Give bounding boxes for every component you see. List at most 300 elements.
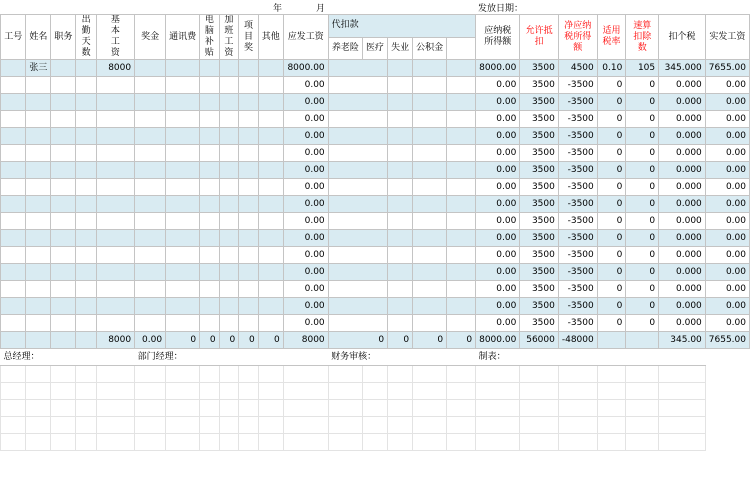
cell-pc[interactable]: [200, 162, 220, 179]
cell-project[interactable]: [239, 247, 259, 264]
empty-cell[interactable]: [447, 366, 476, 383]
cell-net-pay[interactable]: 0.00: [705, 196, 749, 213]
empty-cell[interactable]: [413, 417, 447, 434]
cell-allowance[interactable]: 3500: [520, 179, 559, 196]
cell-attendance[interactable]: [76, 94, 96, 111]
cell-other[interactable]: [258, 94, 283, 111]
cell-rate[interactable]: 0: [597, 247, 626, 264]
empty-cell[interactable]: [283, 400, 328, 417]
cell-allowance[interactable]: 3500: [520, 145, 559, 162]
cell-unemploy[interactable]: [413, 77, 447, 94]
cell-gross[interactable]: 8000.00: [283, 60, 328, 77]
cell-medical[interactable]: [388, 230, 413, 247]
cell-net-pay[interactable]: 0.00: [705, 213, 749, 230]
cell-allowance[interactable]: 3500: [520, 196, 559, 213]
cell-base[interactable]: [96, 77, 134, 94]
cell-fund[interactable]: [447, 77, 476, 94]
cell-comm[interactable]: [166, 128, 200, 145]
cell-gross[interactable]: 0.00: [283, 162, 328, 179]
empty-cell[interactable]: [659, 434, 706, 451]
cell-gross[interactable]: 0.00: [283, 315, 328, 332]
cell-other[interactable]: [258, 128, 283, 145]
cell-id[interactable]: [1, 60, 26, 77]
cell-attendance[interactable]: [76, 145, 96, 162]
cell-gross[interactable]: 0.00: [283, 111, 328, 128]
cell-other[interactable]: [258, 247, 283, 264]
cell-comm[interactable]: [166, 196, 200, 213]
cell-pension[interactable]: [328, 145, 387, 162]
cell-net-pay[interactable]: 0.00: [705, 111, 749, 128]
cell-rate[interactable]: 0: [597, 213, 626, 230]
cell-id[interactable]: [1, 315, 26, 332]
empty-cell[interactable]: [96, 434, 134, 451]
cell-other[interactable]: [258, 179, 283, 196]
empty-cell[interactable]: [520, 400, 559, 417]
cell-net-taxable[interactable]: -3500: [558, 264, 597, 281]
cell-attendance[interactable]: [76, 315, 96, 332]
cell-quick[interactable]: 0: [626, 145, 659, 162]
cell-comm[interactable]: [166, 213, 200, 230]
empty-cell[interactable]: [166, 417, 200, 434]
cell-position[interactable]: [51, 94, 76, 111]
cell-project[interactable]: [239, 298, 259, 315]
cell-pension[interactable]: [328, 247, 387, 264]
empty-cell[interactable]: [219, 400, 239, 417]
empty-cell[interactable]: [659, 417, 706, 434]
cell-fund[interactable]: [447, 128, 476, 145]
empty-cell[interactable]: [659, 400, 706, 417]
cell-medical[interactable]: [388, 128, 413, 145]
empty-cell[interactable]: [476, 383, 520, 400]
cell-name[interactable]: [26, 128, 51, 145]
cell-tax[interactable]: 0.000: [659, 315, 706, 332]
cell-medical[interactable]: [388, 162, 413, 179]
cell-overtime[interactable]: 0: [219, 332, 239, 349]
cell-project[interactable]: [239, 230, 259, 247]
cell-unemploy[interactable]: [413, 179, 447, 196]
cell-allowance[interactable]: 3500: [520, 315, 559, 332]
cell-position[interactable]: [51, 332, 76, 349]
cell-attendance[interactable]: [76, 230, 96, 247]
cell-taxable[interactable]: 0.00: [476, 179, 520, 196]
empty-cell[interactable]: [51, 400, 76, 417]
empty-cell[interactable]: [200, 400, 220, 417]
cell-unemploy[interactable]: [413, 111, 447, 128]
cell-name[interactable]: [26, 315, 51, 332]
cell-pc[interactable]: [200, 60, 220, 77]
cell-net-pay[interactable]: 7655.00: [705, 332, 749, 349]
empty-cell[interactable]: [1, 434, 26, 451]
empty-cell[interactable]: [476, 400, 520, 417]
cell-base[interactable]: [96, 247, 134, 264]
cell-medical[interactable]: [388, 77, 413, 94]
cell-base[interactable]: 8000: [96, 332, 134, 349]
empty-cell[interactable]: [239, 400, 259, 417]
cell-taxable[interactable]: 0.00: [476, 230, 520, 247]
cell-pc[interactable]: [200, 111, 220, 128]
cell-other[interactable]: [258, 145, 283, 162]
cell-id[interactable]: [1, 264, 26, 281]
cell-comm[interactable]: [166, 298, 200, 315]
cell-position[interactable]: [51, 264, 76, 281]
cell-pension[interactable]: [328, 213, 387, 230]
cell-fund[interactable]: [447, 94, 476, 111]
cell-name[interactable]: [26, 298, 51, 315]
cell-net-pay[interactable]: 0.00: [705, 145, 749, 162]
cell-base[interactable]: [96, 264, 134, 281]
cell-net-taxable[interactable]: -3500: [558, 111, 597, 128]
cell-overtime[interactable]: [219, 77, 239, 94]
cell-tax[interactable]: 0.000: [659, 145, 706, 162]
empty-cell[interactable]: [166, 434, 200, 451]
empty-cell[interactable]: [200, 366, 220, 383]
empty-cell[interactable]: [166, 383, 200, 400]
cell-pension[interactable]: [328, 94, 387, 111]
cell-project[interactable]: [239, 111, 259, 128]
cell-attendance[interactable]: [76, 281, 96, 298]
cell-overtime[interactable]: [219, 281, 239, 298]
cell-id[interactable]: [1, 179, 26, 196]
empty-cell[interactable]: [520, 383, 559, 400]
empty-cell[interactable]: [597, 366, 626, 383]
cell-bonus[interactable]: [135, 281, 166, 298]
cell-bonus[interactable]: [135, 94, 166, 111]
cell-attendance[interactable]: [76, 77, 96, 94]
cell-pension[interactable]: [328, 111, 387, 128]
cell-fund[interactable]: [447, 264, 476, 281]
cell-pc[interactable]: [200, 179, 220, 196]
empty-cell[interactable]: [219, 366, 239, 383]
cell-pension[interactable]: [328, 196, 387, 213]
cell-allowance[interactable]: 3500: [520, 298, 559, 315]
cell-attendance[interactable]: [76, 162, 96, 179]
cell-net-pay[interactable]: 0.00: [705, 179, 749, 196]
cell-taxable[interactable]: 0.00: [476, 77, 520, 94]
empty-cell[interactable]: [363, 366, 388, 383]
cell-medical[interactable]: [388, 213, 413, 230]
cell-fund[interactable]: [447, 281, 476, 298]
cell-taxable[interactable]: 8000.00: [476, 332, 520, 349]
cell-bonus[interactable]: 0.00: [135, 332, 166, 349]
empty-cell[interactable]: [476, 366, 520, 383]
cell-base[interactable]: [96, 315, 134, 332]
cell-pension[interactable]: [328, 298, 387, 315]
empty-cell[interactable]: [328, 417, 362, 434]
cell-rate[interactable]: 0: [597, 179, 626, 196]
cell-name[interactable]: [26, 247, 51, 264]
cell-tax[interactable]: 0.000: [659, 77, 706, 94]
cell-position[interactable]: [51, 315, 76, 332]
cell-name[interactable]: [26, 196, 51, 213]
empty-cell[interactable]: [26, 366, 51, 383]
cell-overtime[interactable]: [219, 128, 239, 145]
cell-name[interactable]: [26, 213, 51, 230]
cell-pc[interactable]: [200, 94, 220, 111]
cell-quick[interactable]: 0: [626, 162, 659, 179]
cell-gross[interactable]: 0.00: [283, 247, 328, 264]
cell-comm[interactable]: [166, 145, 200, 162]
cell-pc[interactable]: [200, 213, 220, 230]
cell-project[interactable]: [239, 145, 259, 162]
cell-medical[interactable]: [388, 298, 413, 315]
cell-net-pay[interactable]: 0.00: [705, 128, 749, 145]
cell-comm[interactable]: [166, 162, 200, 179]
cell-id[interactable]: [1, 298, 26, 315]
cell-fund[interactable]: [447, 247, 476, 264]
cell-overtime[interactable]: [219, 111, 239, 128]
cell-taxable[interactable]: 0.00: [476, 145, 520, 162]
cell-fund[interactable]: [447, 298, 476, 315]
cell-net-taxable[interactable]: -3500: [558, 94, 597, 111]
empty-cell[interactable]: [283, 366, 328, 383]
cell-fund[interactable]: 0: [447, 332, 476, 349]
cell-net-pay[interactable]: 7655.00: [705, 60, 749, 77]
cell-tax[interactable]: 345.00: [659, 332, 706, 349]
cell-net-pay[interactable]: 0.00: [705, 281, 749, 298]
empty-cell[interactable]: [447, 434, 476, 451]
empty-cell[interactable]: [659, 383, 706, 400]
cell-quick[interactable]: [626, 332, 659, 349]
empty-cell[interactable]: [51, 417, 76, 434]
cell-attendance[interactable]: [76, 128, 96, 145]
cell-rate[interactable]: 0: [597, 230, 626, 247]
empty-cell[interactable]: [135, 400, 166, 417]
cell-medical[interactable]: [388, 247, 413, 264]
cell-net-taxable[interactable]: -3500: [558, 247, 597, 264]
cell-pension[interactable]: [328, 264, 387, 281]
empty-cell[interactable]: [76, 417, 96, 434]
cell-name[interactable]: [26, 281, 51, 298]
cell-id[interactable]: [1, 230, 26, 247]
cell-id[interactable]: [1, 111, 26, 128]
empty-cell[interactable]: [76, 383, 96, 400]
cell-rate[interactable]: 0: [597, 94, 626, 111]
cell-medical[interactable]: [388, 315, 413, 332]
cell-net-taxable[interactable]: -3500: [558, 196, 597, 213]
empty-cell[interactable]: [258, 400, 283, 417]
cell-net-taxable[interactable]: -3500: [558, 315, 597, 332]
cell-comm[interactable]: [166, 111, 200, 128]
empty-cell[interactable]: [597, 400, 626, 417]
cell-comm[interactable]: [166, 77, 200, 94]
cell-comm[interactable]: [166, 230, 200, 247]
cell-position[interactable]: [51, 179, 76, 196]
empty-cell[interactable]: [1, 417, 26, 434]
cell-id[interactable]: [1, 281, 26, 298]
cell-taxable[interactable]: 8000.00: [476, 60, 520, 77]
cell-bonus[interactable]: [135, 111, 166, 128]
cell-comm[interactable]: [166, 281, 200, 298]
cell-base[interactable]: [96, 94, 134, 111]
cell-other[interactable]: [258, 213, 283, 230]
cell-name[interactable]: 张三: [26, 60, 51, 77]
cell-gross[interactable]: 0.00: [283, 264, 328, 281]
cell-net-pay[interactable]: 0.00: [705, 162, 749, 179]
cell-tax[interactable]: 0.000: [659, 196, 706, 213]
cell-comm[interactable]: [166, 247, 200, 264]
cell-pension[interactable]: [328, 179, 387, 196]
cell-net-pay[interactable]: 0.00: [705, 94, 749, 111]
empty-cell[interactable]: [447, 400, 476, 417]
cell-fund[interactable]: [447, 60, 476, 77]
cell-other[interactable]: [258, 230, 283, 247]
cell-fund[interactable]: [447, 196, 476, 213]
cell-net-taxable[interactable]: -48000: [558, 332, 597, 349]
cell-comm[interactable]: [166, 315, 200, 332]
cell-attendance[interactable]: [76, 298, 96, 315]
cell-base[interactable]: [96, 111, 134, 128]
cell-net-taxable[interactable]: -3500: [558, 213, 597, 230]
cell-allowance[interactable]: 3500: [520, 281, 559, 298]
cell-rate[interactable]: 0: [597, 298, 626, 315]
cell-taxable[interactable]: 0.00: [476, 264, 520, 281]
cell-net-taxable[interactable]: -3500: [558, 298, 597, 315]
cell-attendance[interactable]: [76, 60, 96, 77]
empty-cell[interactable]: [96, 417, 134, 434]
cell-project[interactable]: [239, 128, 259, 145]
empty-cell[interactable]: [413, 383, 447, 400]
cell-attendance[interactable]: [76, 332, 96, 349]
cell-name[interactable]: [26, 111, 51, 128]
cell-bonus[interactable]: [135, 196, 166, 213]
cell-bonus[interactable]: [135, 230, 166, 247]
cell-tax[interactable]: 0.000: [659, 162, 706, 179]
cell-position[interactable]: [51, 213, 76, 230]
cell-overtime[interactable]: [219, 315, 239, 332]
cell-taxable[interactable]: 0.00: [476, 94, 520, 111]
cell-attendance[interactable]: [76, 247, 96, 264]
cell-rate[interactable]: 0: [597, 281, 626, 298]
cell-net-taxable[interactable]: -3500: [558, 179, 597, 196]
cell-bonus[interactable]: [135, 162, 166, 179]
cell-position[interactable]: [51, 281, 76, 298]
cell-other[interactable]: [258, 111, 283, 128]
cell-net-taxable[interactable]: -3500: [558, 281, 597, 298]
empty-cell[interactable]: [520, 434, 559, 451]
empty-cell[interactable]: [626, 434, 659, 451]
cell-unemploy[interactable]: 0: [413, 332, 447, 349]
cell-unemploy[interactable]: [413, 230, 447, 247]
cell-unemploy[interactable]: [413, 264, 447, 281]
cell-attendance[interactable]: [76, 264, 96, 281]
cell-gross[interactable]: 0.00: [283, 213, 328, 230]
cell-tax[interactable]: 0.000: [659, 281, 706, 298]
cell-gross[interactable]: 0.00: [283, 281, 328, 298]
cell-pc[interactable]: [200, 264, 220, 281]
cell-name[interactable]: [26, 332, 51, 349]
empty-cell[interactable]: [520, 417, 559, 434]
cell-allowance[interactable]: 3500: [520, 77, 559, 94]
cell-allowance[interactable]: 3500: [520, 247, 559, 264]
cell-unemploy[interactable]: [413, 213, 447, 230]
cell-attendance[interactable]: [76, 179, 96, 196]
cell-pc[interactable]: [200, 196, 220, 213]
empty-cell[interactable]: [1, 366, 26, 383]
cell-quick[interactable]: 0: [626, 196, 659, 213]
cell-pension[interactable]: [328, 230, 387, 247]
cell-allowance[interactable]: 56000: [520, 332, 559, 349]
empty-cell[interactable]: [476, 417, 520, 434]
cell-fund[interactable]: [447, 111, 476, 128]
cell-unemploy[interactable]: [413, 247, 447, 264]
cell-id[interactable]: [1, 213, 26, 230]
cell-bonus[interactable]: [135, 213, 166, 230]
cell-allowance[interactable]: 3500: [520, 162, 559, 179]
cell-medical[interactable]: [388, 196, 413, 213]
cell-taxable[interactable]: 0.00: [476, 315, 520, 332]
cell-position[interactable]: [51, 162, 76, 179]
empty-cell[interactable]: [26, 417, 51, 434]
cell-position[interactable]: [51, 111, 76, 128]
cell-quick[interactable]: 0: [626, 128, 659, 145]
cell-tax[interactable]: 0.000: [659, 247, 706, 264]
cell-project[interactable]: [239, 281, 259, 298]
empty-cell[interactable]: [558, 417, 597, 434]
cell-pension[interactable]: 0: [328, 332, 387, 349]
cell-net-taxable[interactable]: -3500: [558, 128, 597, 145]
cell-rate[interactable]: 0: [597, 315, 626, 332]
cell-overtime[interactable]: [219, 60, 239, 77]
cell-base[interactable]: [96, 128, 134, 145]
cell-pc[interactable]: [200, 230, 220, 247]
cell-pension[interactable]: [328, 281, 387, 298]
empty-cell[interactable]: [597, 434, 626, 451]
cell-taxable[interactable]: 0.00: [476, 128, 520, 145]
cell-rate[interactable]: 0: [597, 145, 626, 162]
cell-project[interactable]: [239, 196, 259, 213]
cell-net-taxable[interactable]: -3500: [558, 162, 597, 179]
cell-position[interactable]: [51, 60, 76, 77]
cell-pc[interactable]: [200, 281, 220, 298]
cell-position[interactable]: [51, 128, 76, 145]
empty-cell[interactable]: [26, 434, 51, 451]
cell-taxable[interactable]: 0.00: [476, 213, 520, 230]
cell-medical[interactable]: 0: [388, 332, 413, 349]
cell-bonus[interactable]: [135, 128, 166, 145]
cell-medical[interactable]: [388, 264, 413, 281]
cell-gross[interactable]: 0.00: [283, 196, 328, 213]
cell-bonus[interactable]: [135, 247, 166, 264]
cell-id[interactable]: [1, 162, 26, 179]
cell-other[interactable]: [258, 315, 283, 332]
cell-name[interactable]: [26, 179, 51, 196]
cell-medical[interactable]: [388, 111, 413, 128]
cell-net-pay[interactable]: 0.00: [705, 264, 749, 281]
cell-id[interactable]: [1, 77, 26, 94]
cell-tax[interactable]: 0.000: [659, 94, 706, 111]
cell-net-pay[interactable]: 0.00: [705, 315, 749, 332]
empty-cell[interactable]: [1, 383, 26, 400]
cell-other[interactable]: [258, 196, 283, 213]
cell-base[interactable]: [96, 179, 134, 196]
empty-cell[interactable]: [558, 434, 597, 451]
empty-cell[interactable]: [388, 366, 413, 383]
cell-allowance[interactable]: 3500: [520, 94, 559, 111]
cell-overtime[interactable]: [219, 179, 239, 196]
empty-cell[interactable]: [239, 434, 259, 451]
cell-pension[interactable]: [328, 162, 387, 179]
cell-project[interactable]: [239, 162, 259, 179]
cell-quick[interactable]: 0: [626, 281, 659, 298]
cell-other[interactable]: [258, 281, 283, 298]
cell-base[interactable]: [96, 145, 134, 162]
cell-bonus[interactable]: [135, 60, 166, 77]
empty-cell[interactable]: [388, 400, 413, 417]
cell-base[interactable]: [96, 196, 134, 213]
empty-cell[interactable]: [219, 434, 239, 451]
empty-cell[interactable]: [76, 366, 96, 383]
cell-other[interactable]: [258, 77, 283, 94]
